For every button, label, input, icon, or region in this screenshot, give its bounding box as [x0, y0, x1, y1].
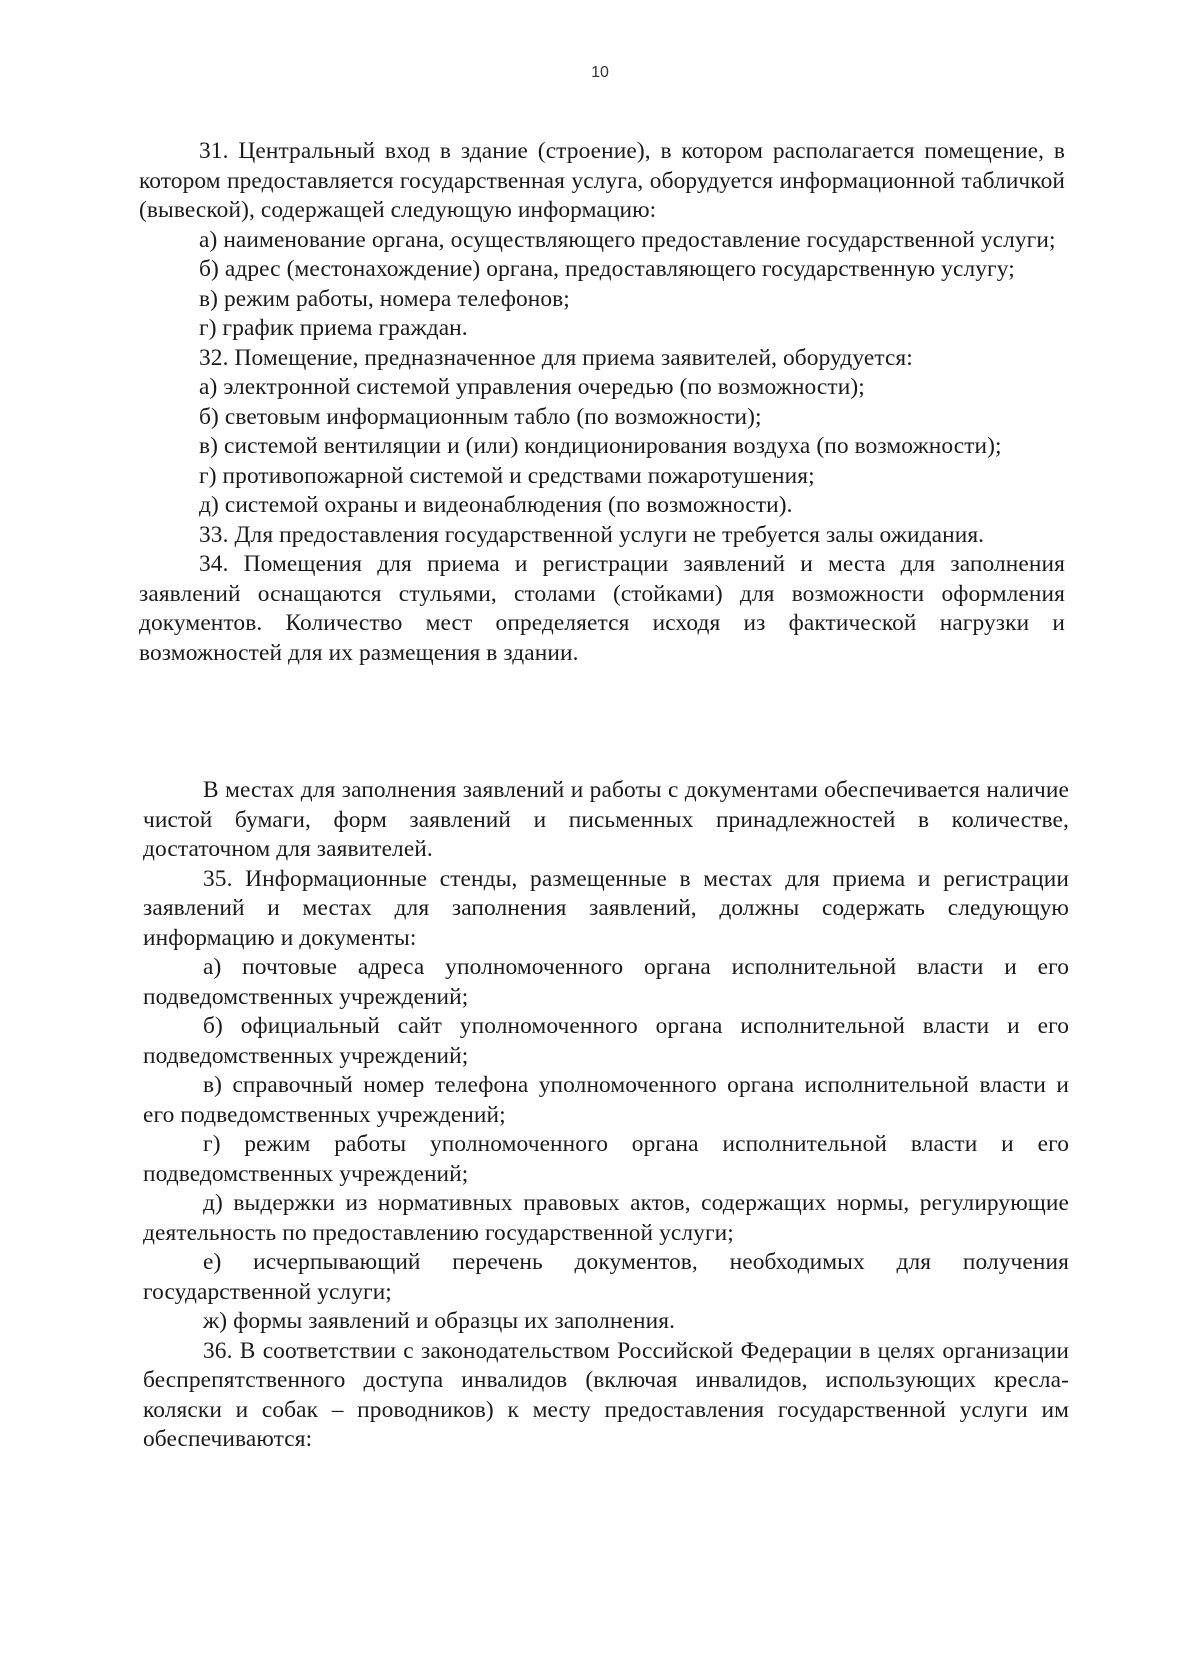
paragraph-35: 35. Информационные стенды, размещенные в местах для приема и регистрации заявлений и местах для заполнения заявлений, должны содержать следующую информацию и документы: [143, 865, 1069, 951]
paragraph-32: 32. Помещение, предназначенное для приема заявителей, оборудуется: [199, 344, 913, 371]
list-item-32b: б) световым информационным табло (по возможности); [199, 403, 762, 430]
paragraph-36: 36. В соответствии с законодательством Российской Федерации в целях организации беспрепятственного доступа инвалидов (включая инвалидов, использующих кресла-коляски и собак – проводников) к месту предоставления государственной услуги им обеспечиваются: [143, 1337, 1069, 1452]
list-item-35g: ж) формы заявлений и образцы их заполнения. [203, 1308, 676, 1334]
paragraph-31: 31. Центральный вход в здание (строение), в котором располагается помещение, в котором предоставляется государственная услуга, оборудуется информационной табличкой (вывеской), содержащей следующую информацию: [139, 138, 1065, 223]
list-item-31b: б) адрес (местонахождение) органа, предоставляющего государственную услугу; [199, 256, 1015, 282]
list-item-31d: г) график приема граждан. [199, 315, 468, 341]
page-number: 10 [591, 64, 609, 81]
list-item-31c: в) режим работы, номера телефонов; [199, 285, 570, 312]
text-block-lower [143, 776, 1069, 1455]
list-item-35f: е) исчерпывающий перечень документов, необходимых для получения государственной услуги; [143, 1249, 1069, 1305]
list-item-35b: б) официальный сайт уполномоченного органа исполнительной власти и его подведомственных учреждений; [143, 1013, 1069, 1069]
list-item-32c: в) системой вентиляции и (или) кондиционирования воздуха (по возможности); [199, 433, 1002, 459]
list-item-35a: а) почтовые адреса уполномоченного органа исполнительной власти и его подведомственных учреждений; [143, 954, 1069, 1010]
list-item-35d: г) режим работы уполномоченного органа исполнительной власти и его подведомственных учреждений; [143, 1131, 1069, 1187]
list-item-31a: а) наименование органа, осуществляющего предоставление государственной услуги; [199, 226, 1056, 253]
paragraph-34: 34. Помещения для приема и регистрации заявлений и места для заполнения заявлений оснащаются стульями, столами (стойками) для возможности оформления документов. Количество мест определяется исходя из фактической нагрузки и возможностей для их размещения в здании. [139, 551, 1065, 666]
list-item-32e: д) системой охраны и видеонаблюдения (по возможности). [199, 492, 793, 518]
list-item-32a: а) электронной системой управления очередью (по возможности); [199, 374, 865, 400]
list-item-35e: д) выдержки из нормативных правовых актов, содержащих нормы, регулирующие деятельность по предоставлению государственной услуги; [143, 1190, 1069, 1246]
text-block-upper [139, 137, 1065, 668]
paragraph-34-continued: В местах для заполнения заявлений и работы с документами обеспечивается наличие чистой бумаги, форм заявлений и письменных принадлежностей в количестве, достаточном для заявителей. [143, 777, 1069, 862]
list-item-35c: в) справочный номер телефона уполномоченного органа исполнительной власти и его подведомственных учреждений; [143, 1072, 1069, 1128]
list-item-32d: г) противопожарной системой и средствами пожаротушения; [199, 462, 815, 489]
paragraph-33: 33. Для предоставления государственной услуги не требуется залы ожидания. [199, 521, 985, 548]
